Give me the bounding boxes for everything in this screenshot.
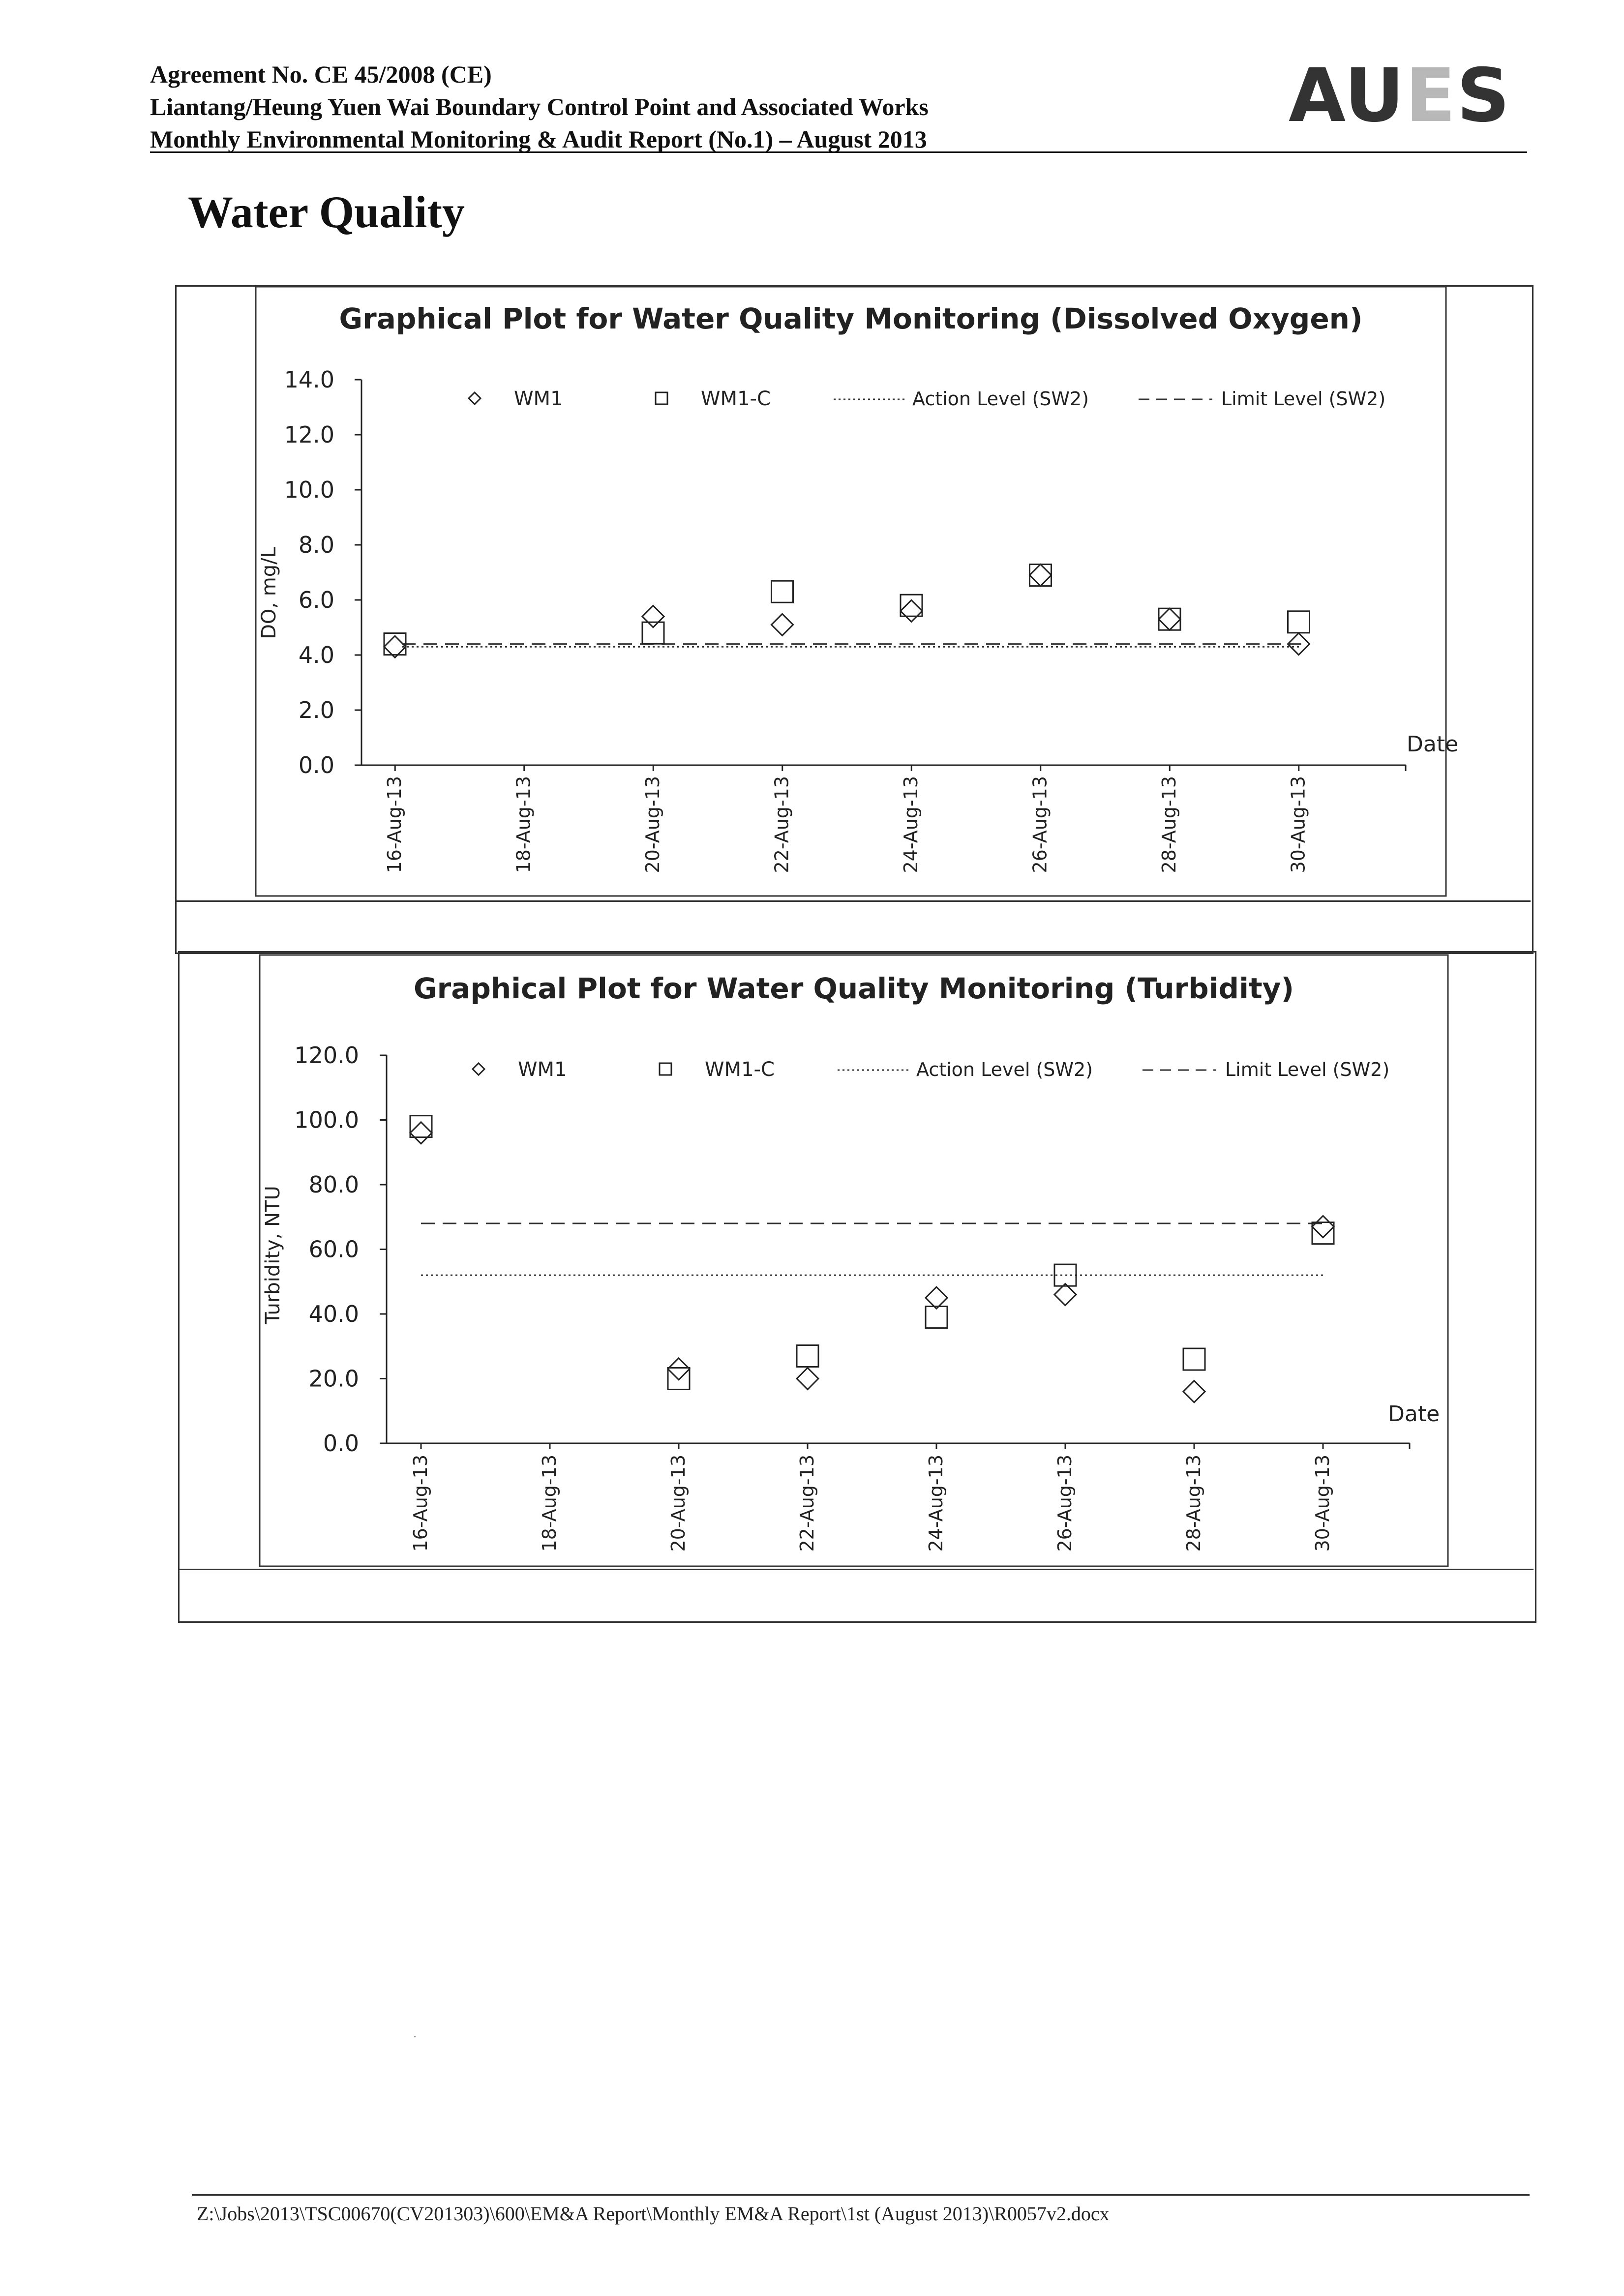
do-y-tick-label: 0.0: [298, 752, 334, 778]
turbidity-legend-wm1: WM1: [518, 1058, 567, 1081]
turbidity-wm1-point: [410, 1122, 432, 1144]
turbidity-wm1-point: [1312, 1216, 1334, 1237]
do-legend-limit: Limit Level (SW2): [1221, 388, 1386, 410]
turbidity-plot-border: [260, 955, 1448, 1566]
footer-divider: [192, 2194, 1530, 2196]
turbidity-x-tick-label: 30-Aug-13: [1312, 1455, 1333, 1552]
turbidity-legend-wm1c: WM1-C: [705, 1058, 775, 1081]
turbidity-wm1c-point: [410, 1116, 432, 1137]
turbidity-y-axis-label: Turbidity, NTU: [262, 1186, 284, 1324]
report-title: Monthly Environmental Monitoring & Audit Report (No.1) – August 2013: [150, 125, 927, 153]
footer-file-path: Z:\Jobs\2013\TSC00670(CV201303)\600\EM&A Report\Monthly EM&A Report\1st (August 2013)\R0057v2.docx: [197, 2203, 1110, 2225]
turbidity-y-tick-label: 60.0: [308, 1236, 359, 1263]
do-x-tick-label: 20-Aug-13: [642, 776, 663, 873]
do-y-axis-label: DO, mg/L: [258, 547, 280, 639]
logo-dark-part-2: S: [1456, 53, 1511, 139]
logo-dark-part: AU: [1289, 53, 1406, 139]
project-name: Liantang/Heung Yuen Wai Boundary Control Point and Associated Works: [150, 93, 929, 120]
do-y-tick-label: 10.0: [284, 477, 334, 503]
logo-light-part: E: [1405, 53, 1457, 139]
do-legend-action: Action Level (SW2): [912, 388, 1089, 410]
turbidity-wm1-point: [1054, 1284, 1076, 1306]
turbidity-x-tick-label: 24-Aug-13: [925, 1455, 947, 1552]
turbidity-wm1c-point: [797, 1345, 818, 1367]
turbidity-wm1-point: [1183, 1381, 1205, 1402]
do-x-tick-label: 26-Aug-13: [1029, 776, 1051, 873]
turbidity-legend-action: Action Level (SW2): [916, 1059, 1093, 1080]
section-title: Water Quality: [188, 187, 465, 237]
turbidity-chart-title: Graphical Plot for Water Quality Monitoring (Turbidity): [413, 972, 1294, 1005]
turbidity-wm1-point: [797, 1368, 818, 1390]
do-x-axis-label: Date: [1407, 732, 1459, 757]
do-y-tick-label: 8.0: [298, 532, 334, 558]
turbidity-x-tick-label: 26-Aug-13: [1054, 1455, 1076, 1552]
turbidity-wm1c-point: [1312, 1223, 1334, 1244]
turbidity-x-tick-label: 16-Aug-13: [410, 1455, 431, 1552]
do-y-tick-label: 12.0: [284, 421, 334, 448]
turbidity-x-axis-label: Date: [1388, 1401, 1440, 1427]
turbidity-x-tick-label: 18-Aug-13: [539, 1455, 560, 1552]
do-chart-title: Graphical Plot for Water Quality Monitoring (Dissolved Oxygen): [339, 302, 1363, 335]
turbidity-wm1c-point: [1183, 1348, 1205, 1370]
turbidity-y-tick-label: 20.0: [308, 1365, 359, 1392]
do-y-tick-label: 6.0: [298, 587, 334, 613]
turbidity-legend-diamond-icon: [473, 1063, 484, 1075]
do-y-tick-label: 2.0: [298, 697, 334, 723]
do-x-tick-label: 16-Aug-13: [384, 776, 405, 873]
do-legend-wm1: WM1: [514, 388, 563, 410]
turbidity-legend-square-icon: [660, 1063, 671, 1075]
turbidity-y-tick-label: 0.0: [323, 1430, 359, 1457]
do-y-tick-label: 4.0: [298, 642, 334, 668]
do-y-tick-label: 14.0: [284, 366, 334, 393]
turbidity-y-tick-label: 120.0: [294, 1042, 359, 1069]
turbidity-y-tick-label: 40.0: [308, 1301, 359, 1327]
turbidity-x-tick-label: 20-Aug-13: [667, 1455, 689, 1552]
do-x-tick-label: 22-Aug-13: [771, 776, 793, 873]
do-x-tick-label: 30-Aug-13: [1287, 776, 1309, 873]
turbidity-wm1c-point: [668, 1368, 690, 1390]
turbidity-y-tick-label: 80.0: [308, 1171, 359, 1198]
turbidity-x-tick-label: 28-Aug-13: [1183, 1455, 1204, 1552]
scan-speck: [414, 2036, 416, 2037]
turbidity-y-tick-label: 100.0: [294, 1106, 359, 1133]
turbidity-wm1-point: [668, 1358, 690, 1380]
turbidity-legend-limit: Limit Level (SW2): [1225, 1059, 1390, 1080]
agreement-number: Agreement No. CE 45/2008 (CE): [150, 60, 492, 88]
turbidity-x-tick-label: 22-Aug-13: [796, 1455, 818, 1552]
do-x-tick-label: 24-Aug-13: [900, 776, 922, 873]
do-x-tick-label: 18-Aug-13: [512, 776, 535, 873]
do-x-tick-label: 28-Aug-13: [1158, 776, 1180, 873]
turbidity-wm1-point: [926, 1287, 947, 1309]
do-legend-wm1c: WM1-C: [701, 388, 771, 410]
